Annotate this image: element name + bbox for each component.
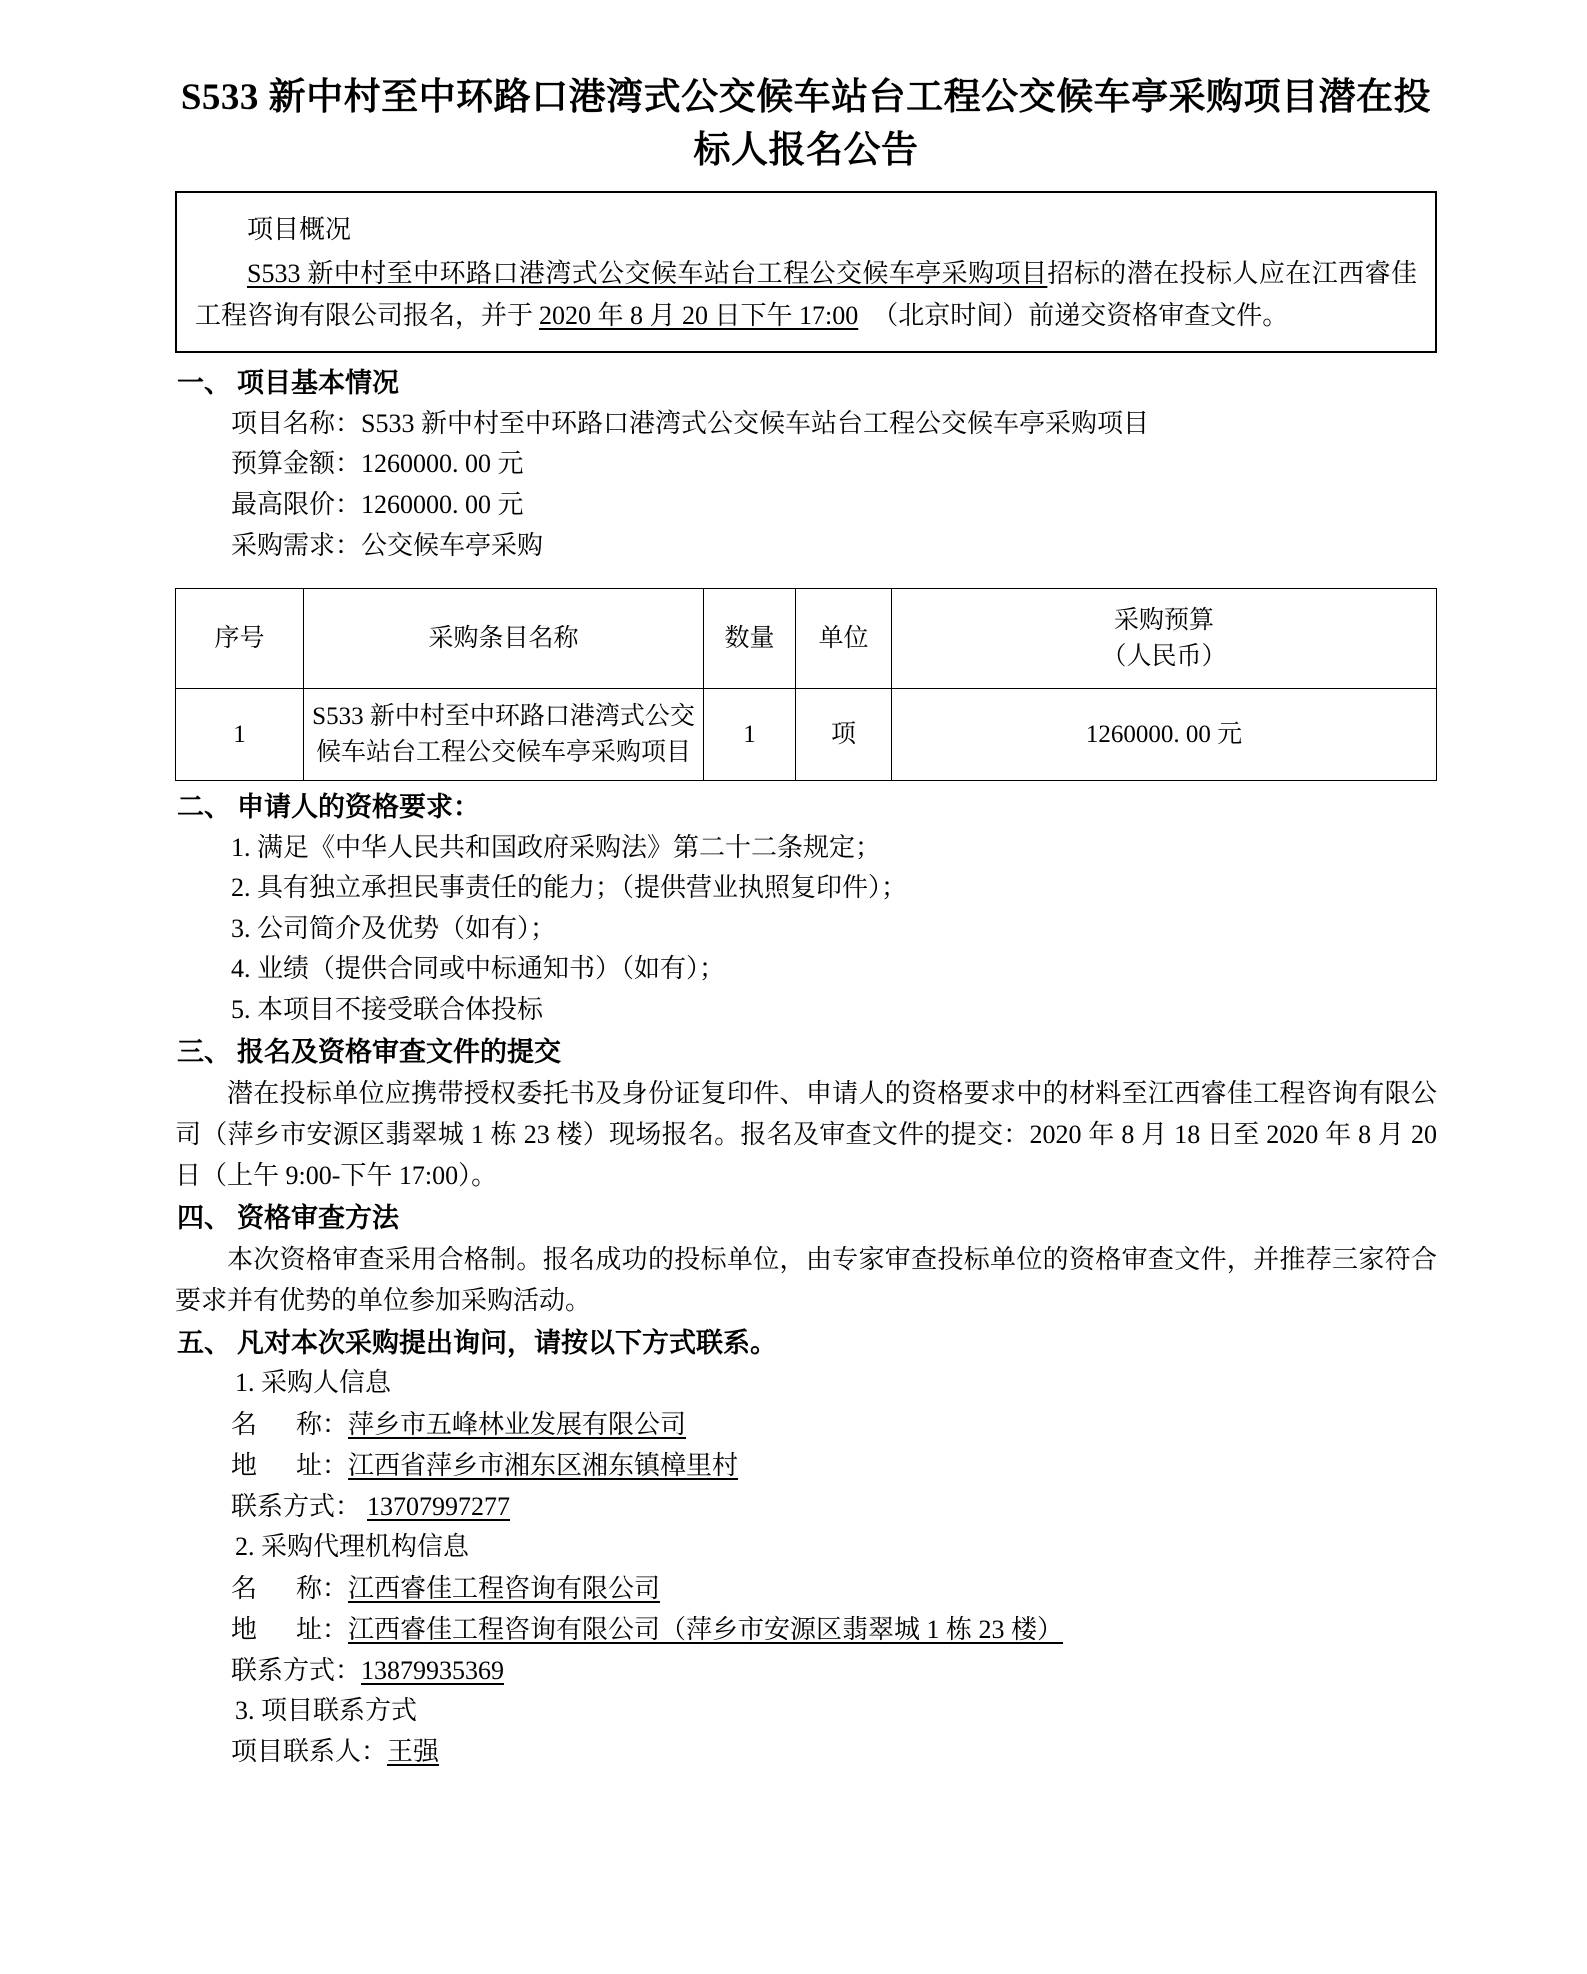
section-2-number: 二、 [177, 792, 231, 823]
table-header-item-name: 采购条目名称 [304, 589, 704, 689]
agency-address-value: 江西睿佳工程咨询有限公司（萍乡市安源区翡翠城 1 栋 23 楼） [348, 1614, 1064, 1644]
ceiling-price-value: 1260000. 00 元 [361, 489, 524, 519]
section-4-number: 四、 [177, 1203, 231, 1234]
section-1-heading [175, 363, 1437, 404]
procurement-demand-line [175, 526, 1437, 567]
qualification-item-5: 5. 本项目不接受联合体投标 [231, 994, 544, 1024]
purchaser-contact-value: 13707997277 [367, 1491, 511, 1521]
table-cell-no: 1 [176, 689, 304, 781]
purchaser-info-title: 1. 采购人信息 [235, 1368, 392, 1398]
agency-info-title: 2. 采购代理机构信息 [235, 1531, 470, 1561]
table-header-no: 序号 [176, 589, 304, 689]
project-contact-person-value: 王强 [387, 1737, 440, 1767]
agency-address-line [175, 1609, 1437, 1650]
overview-body [195, 253, 1417, 337]
section-5-number: 五、 [177, 1327, 231, 1358]
table-header-unit: 单位 [796, 589, 892, 689]
project-name-label: 项目名称： [231, 408, 362, 438]
section-3-number: 三、 [177, 1037, 231, 1068]
table-cell-unit: 项 [796, 689, 892, 781]
overview-text-middle: 招标的潜在投标人应在江西睿佳工程咨询有限公司报名，并于 [195, 259, 1417, 331]
budget-line [175, 444, 1437, 485]
table-row [176, 689, 1437, 781]
table-cell-quantity: 1 [704, 689, 796, 781]
section-1-number: 一、 [177, 368, 231, 399]
project-name-line [175, 404, 1437, 445]
agency-name-label: 名 称： [231, 1573, 349, 1603]
purchaser-name-label: 名 称： [231, 1409, 349, 1439]
ceiling-price-line [175, 485, 1437, 526]
overview-deadline: 2020 年 8 月 20 日下午 17:00 [539, 301, 859, 331]
section-3-heading [175, 1032, 1437, 1073]
section-5-heading [175, 1323, 1437, 1364]
section-1-title: 项目基本情况 [237, 368, 399, 399]
qualification-item-4: 4. 业绩（提供合同或中标通知书）（如有）； [231, 954, 726, 984]
table-header-budget [892, 589, 1437, 689]
table-header-quantity: 数量 [704, 589, 796, 689]
project-overview-box [175, 191, 1437, 353]
procurement-demand-value: 公交候车亭采购 [361, 530, 544, 560]
section-2-heading [175, 787, 1437, 828]
table-header-budget-line2: （人民币） [1101, 642, 1227, 670]
section-5-title: 凡对本次采购提出询问，请按以下方式联系。 [237, 1327, 777, 1358]
page-title: S533 新中村至中环路口港湾式公交候车站台工程公交候车亭采购项目潜在投标人报名公告 [180, 77, 1432, 171]
section-3-title: 报名及资格审查文件的提交 [237, 1037, 561, 1068]
project-contact-title: 3. 项目联系方式 [235, 1695, 418, 1725]
qualification-item-1: 1. 满足《中华人民共和国政府采购法》第二十二条规定； [231, 832, 882, 862]
qualification-item-3: 3. 公司简介及优势（如有）； [231, 913, 557, 943]
agency-contact-line [175, 1650, 1437, 1691]
project-name-value: S533 新中村至中环路口港湾式公交候车站台工程公交候车亭采购项目 [361, 408, 1149, 438]
agency-contact-value: 13879935369 [361, 1655, 505, 1685]
purchaser-contact-line [175, 1486, 1437, 1527]
agency-name-value: 江西睿佳工程咨询有限公司 [348, 1573, 661, 1603]
overview-label: 项目概况 [247, 215, 352, 245]
agency-name-line [175, 1568, 1437, 1609]
section-4-body: 本次资格审查采用合格制。报名成功的投标单位，由专家审查投标单位的资格审查文件，并推荐三家符合要求并有优势的单位参加采购活动。 [175, 1244, 1437, 1315]
budget-label: 预算金额： [231, 449, 362, 479]
purchaser-contact-label: 联系方式： [231, 1491, 362, 1521]
table-header-budget-line1: 采购预算 [1113, 607, 1214, 635]
procurement-demand-label: 采购需求： [231, 530, 362, 560]
procurement-table [175, 588, 1437, 781]
qualification-item-2: 2. 具有独立承担民事责任的能力；（提供营业执照复印件）； [231, 873, 908, 903]
overview-project-name: S533 新中村至中环路口港湾式公交候车站台工程公交候车亭采购项目 [247, 259, 1048, 289]
purchaser-address-line [175, 1445, 1437, 1486]
overview-text-tail: （北京时间）前递交资格审查文件。 [872, 301, 1289, 331]
section-4-heading [175, 1198, 1437, 1239]
agency-contact-label: 联系方式： [231, 1655, 362, 1685]
section-4-title: 资格审查方法 [237, 1203, 399, 1234]
ceiling-price-label: 最高限价： [231, 489, 362, 519]
purchaser-address-label: 地 址： [231, 1450, 349, 1480]
table-header-row [176, 589, 1437, 689]
project-contact-person-label: 项目联系人： [231, 1737, 388, 1767]
table-cell-item-name: S533 新中村至中环路口港湾式公交候车站台工程公交候车亭采购项目 [304, 689, 704, 781]
purchaser-address-value: 江西省萍乡市湘东区湘东镇樟里村 [348, 1450, 739, 1480]
table-cell-budget: 1260000. 00 元 [892, 689, 1437, 781]
budget-value: 1260000. 00 元 [361, 449, 524, 479]
section-2-title: 申请人的资格要求： [237, 792, 480, 823]
agency-address-label: 地 址： [231, 1614, 349, 1644]
purchaser-name-line [175, 1404, 1437, 1445]
purchaser-name-value: 萍乡市五峰林业发展有限公司 [348, 1409, 687, 1439]
project-contact-person-line [175, 1731, 1437, 1772]
section-3-body: 潜在投标单位应携带授权委托书及身份证复印件、申请人的资格要求中的材料至江西睿佳工程咨询有限公司（萍乡市安源区翡翠城 1 栋 23 楼）现场报名。报名及审查文件的提交：2020 年 8 月 18 日至 2020 年 8 月 20 日（上午 9:00-下午 17:00）。 [175, 1078, 1437, 1190]
